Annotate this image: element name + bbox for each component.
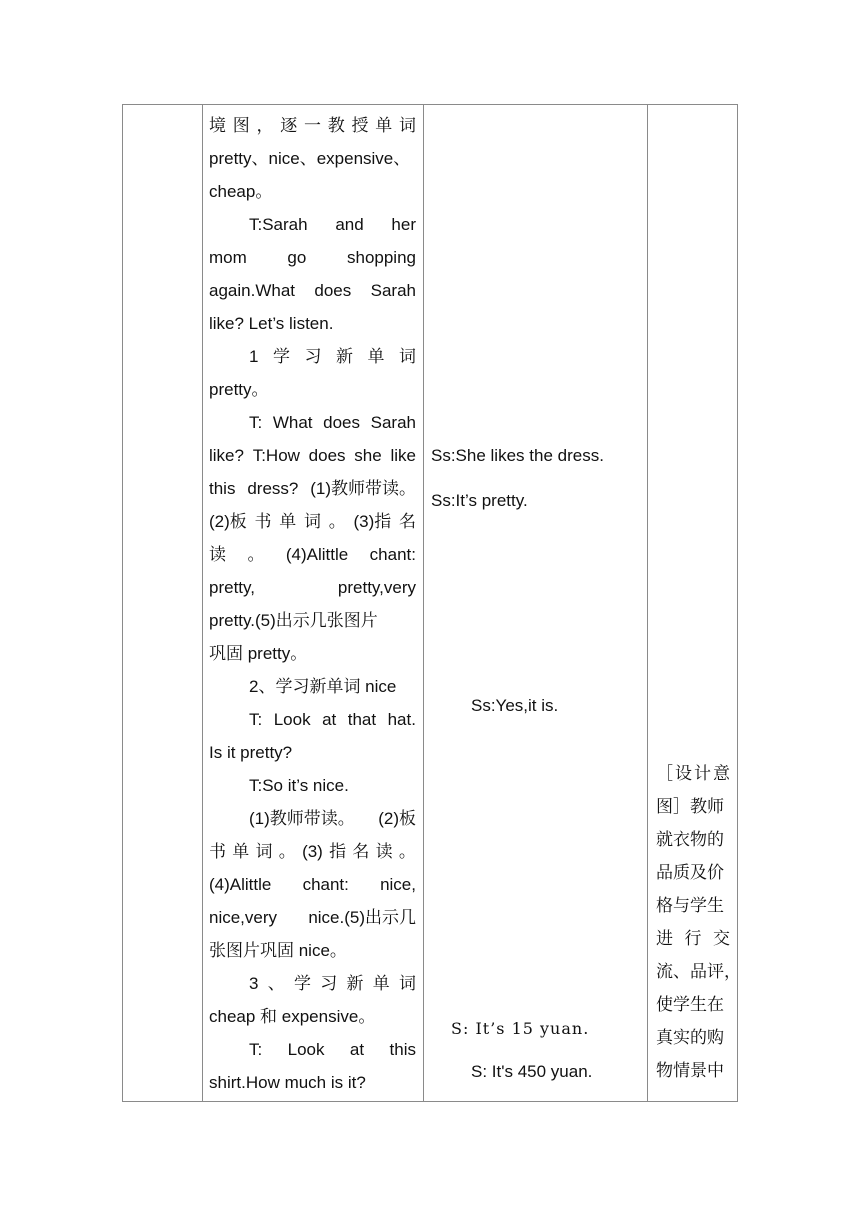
text-line: pretty。 (209, 380, 269, 399)
text-line: 品质及价 (656, 863, 724, 882)
word: pretty,very (337, 578, 416, 597)
word: mom (209, 248, 247, 267)
word: 读 (209, 545, 226, 564)
word: does (308, 446, 346, 465)
word: 习 (320, 974, 338, 993)
word: 、 (267, 974, 285, 993)
word: hat. (387, 710, 416, 729)
design-intent-column (647, 105, 739, 1101)
word: chant: (369, 545, 416, 564)
text-line: 真实的购 (656, 1028, 724, 1047)
word: 词 (398, 347, 416, 366)
text-line: 格与学生 (656, 896, 724, 915)
word: Sarah (370, 413, 416, 432)
word: (4)Alittle (285, 545, 349, 564)
word: 读 (375, 842, 393, 861)
text-line: 2、学习新单词 nice (249, 677, 397, 696)
word: nice.(5)出示几 (308, 908, 416, 927)
text-line: 就衣物的 (656, 830, 724, 849)
word: 交 (713, 929, 730, 948)
word: (2)板 (378, 809, 416, 828)
word: she (354, 446, 382, 465)
text-line: 图］教师 (656, 797, 724, 816)
word: ［ (656, 764, 673, 783)
word: 。 (328, 512, 346, 531)
word: 。 (398, 842, 416, 861)
word: at (322, 710, 337, 729)
text-line (249, 703, 416, 736)
text-line (209, 868, 416, 901)
word: (1)教师带读。 (249, 809, 355, 828)
word: this (209, 479, 236, 498)
word: shopping (346, 248, 416, 267)
word: Look (287, 1040, 325, 1059)
student-response: S: It’s 15 yuan. (451, 1019, 590, 1038)
word: 教 (327, 116, 345, 135)
word: 行 (684, 929, 702, 948)
word: 指 (329, 842, 347, 861)
text-line (209, 439, 416, 472)
word: 学 (293, 974, 311, 993)
word: does (314, 281, 352, 300)
word: (4)Alittle (209, 875, 272, 894)
student-response: Ss:Yes,it is. (471, 696, 559, 715)
text-line (209, 472, 416, 505)
word: (2)板 (209, 512, 247, 531)
word: (3) (302, 842, 323, 861)
text-line (249, 967, 416, 1000)
text-line (209, 109, 416, 142)
word: chant: (302, 875, 349, 894)
student-response: Ss:She likes the dress. (431, 446, 604, 465)
word: 逐 (280, 116, 298, 135)
word: Look (273, 710, 311, 729)
word: 意 (713, 764, 730, 783)
word: 授 (351, 116, 369, 135)
word: 习 (304, 347, 322, 366)
word: What (272, 413, 313, 432)
word: 。 (247, 545, 265, 564)
text-line: shirt.How much is it? (209, 1073, 366, 1092)
word: 书 (209, 842, 226, 861)
student-response: S: It's 450 yuan. (471, 1062, 593, 1081)
word: (3)指 (353, 512, 392, 531)
text-line (249, 1033, 416, 1066)
word: at (349, 1040, 365, 1059)
text-line (209, 835, 416, 868)
text-line: 物情景中 (656, 1061, 724, 1080)
word: 词 (399, 116, 416, 135)
word: 计 (694, 764, 711, 783)
text-line: 张图片巩固 nice。 (209, 941, 347, 960)
word: 进 (656, 929, 673, 948)
word: dress? (247, 479, 299, 498)
word: 一 (304, 116, 321, 135)
text-line (656, 922, 730, 955)
text-line (209, 241, 416, 274)
lesson-table (122, 104, 741, 1102)
student-response: Ss:It’s pretty. (431, 491, 528, 510)
word: T: (249, 413, 263, 432)
word: (1)教师带读。 (310, 479, 416, 498)
word: 单 (279, 512, 297, 531)
word: T:Sarah (249, 215, 308, 234)
text-line: 使学生在 (656, 995, 724, 1014)
text-line (249, 208, 416, 241)
text-line: 巩固 pretty。 (209, 644, 308, 663)
word: go (287, 248, 307, 267)
word: T: (249, 1040, 263, 1059)
text-line: 流、品评， (656, 962, 741, 981)
word: 单 (375, 116, 393, 135)
word: 学 (272, 347, 290, 366)
word: her (391, 215, 416, 234)
teacher-activities-column (202, 105, 423, 1101)
word: 1 (249, 347, 259, 366)
word: T: (249, 710, 263, 729)
word: 词 (303, 512, 321, 531)
word: like (390, 446, 416, 465)
word: nice,very (209, 908, 278, 927)
word: 书 (254, 512, 272, 531)
word: nice, (380, 875, 416, 894)
word: and (335, 215, 364, 234)
word: 词 (398, 974, 416, 993)
word: 新 (335, 347, 353, 366)
word: that (347, 710, 377, 729)
text-line (209, 571, 416, 604)
text-line (209, 538, 416, 571)
word: 单 (232, 842, 250, 861)
word: 单 (367, 347, 385, 366)
text-line (209, 505, 416, 538)
text-line: T:So it’s nice. (249, 776, 349, 795)
text-line (209, 274, 416, 307)
word: 单 (372, 974, 390, 993)
word: this (389, 1040, 416, 1059)
text-line: like? Let’s listen. (209, 314, 334, 333)
word: ， (256, 116, 274, 135)
text-line: cheap 和 expensive。 (209, 1007, 376, 1026)
word: T:How (252, 446, 300, 465)
text-line (249, 340, 416, 373)
student-activities-column (423, 105, 647, 1101)
text-line (249, 802, 416, 835)
text-line (209, 901, 416, 934)
word: 境 (209, 116, 226, 135)
word: 3 (249, 974, 259, 993)
text-line: pretty.(5)出示几张图片 (209, 611, 378, 630)
word: 名 (398, 512, 416, 531)
word: Sarah (370, 281, 416, 300)
text-line: pretty、nice、expensive、 (209, 149, 411, 168)
word: like? (209, 446, 244, 465)
word: 图 (232, 116, 250, 135)
word: again.What (209, 281, 295, 300)
text-line: Is it pretty? (209, 743, 293, 762)
word: 名 (352, 842, 370, 861)
text-line (249, 406, 416, 439)
text-line (656, 757, 730, 790)
word: pretty, (209, 578, 255, 597)
text-line: cheap。 (209, 182, 273, 201)
word: 词 (255, 842, 273, 861)
word: 设 (675, 764, 692, 783)
word: does (323, 413, 361, 432)
word: 新 (346, 974, 364, 993)
word: 。 (278, 842, 296, 861)
